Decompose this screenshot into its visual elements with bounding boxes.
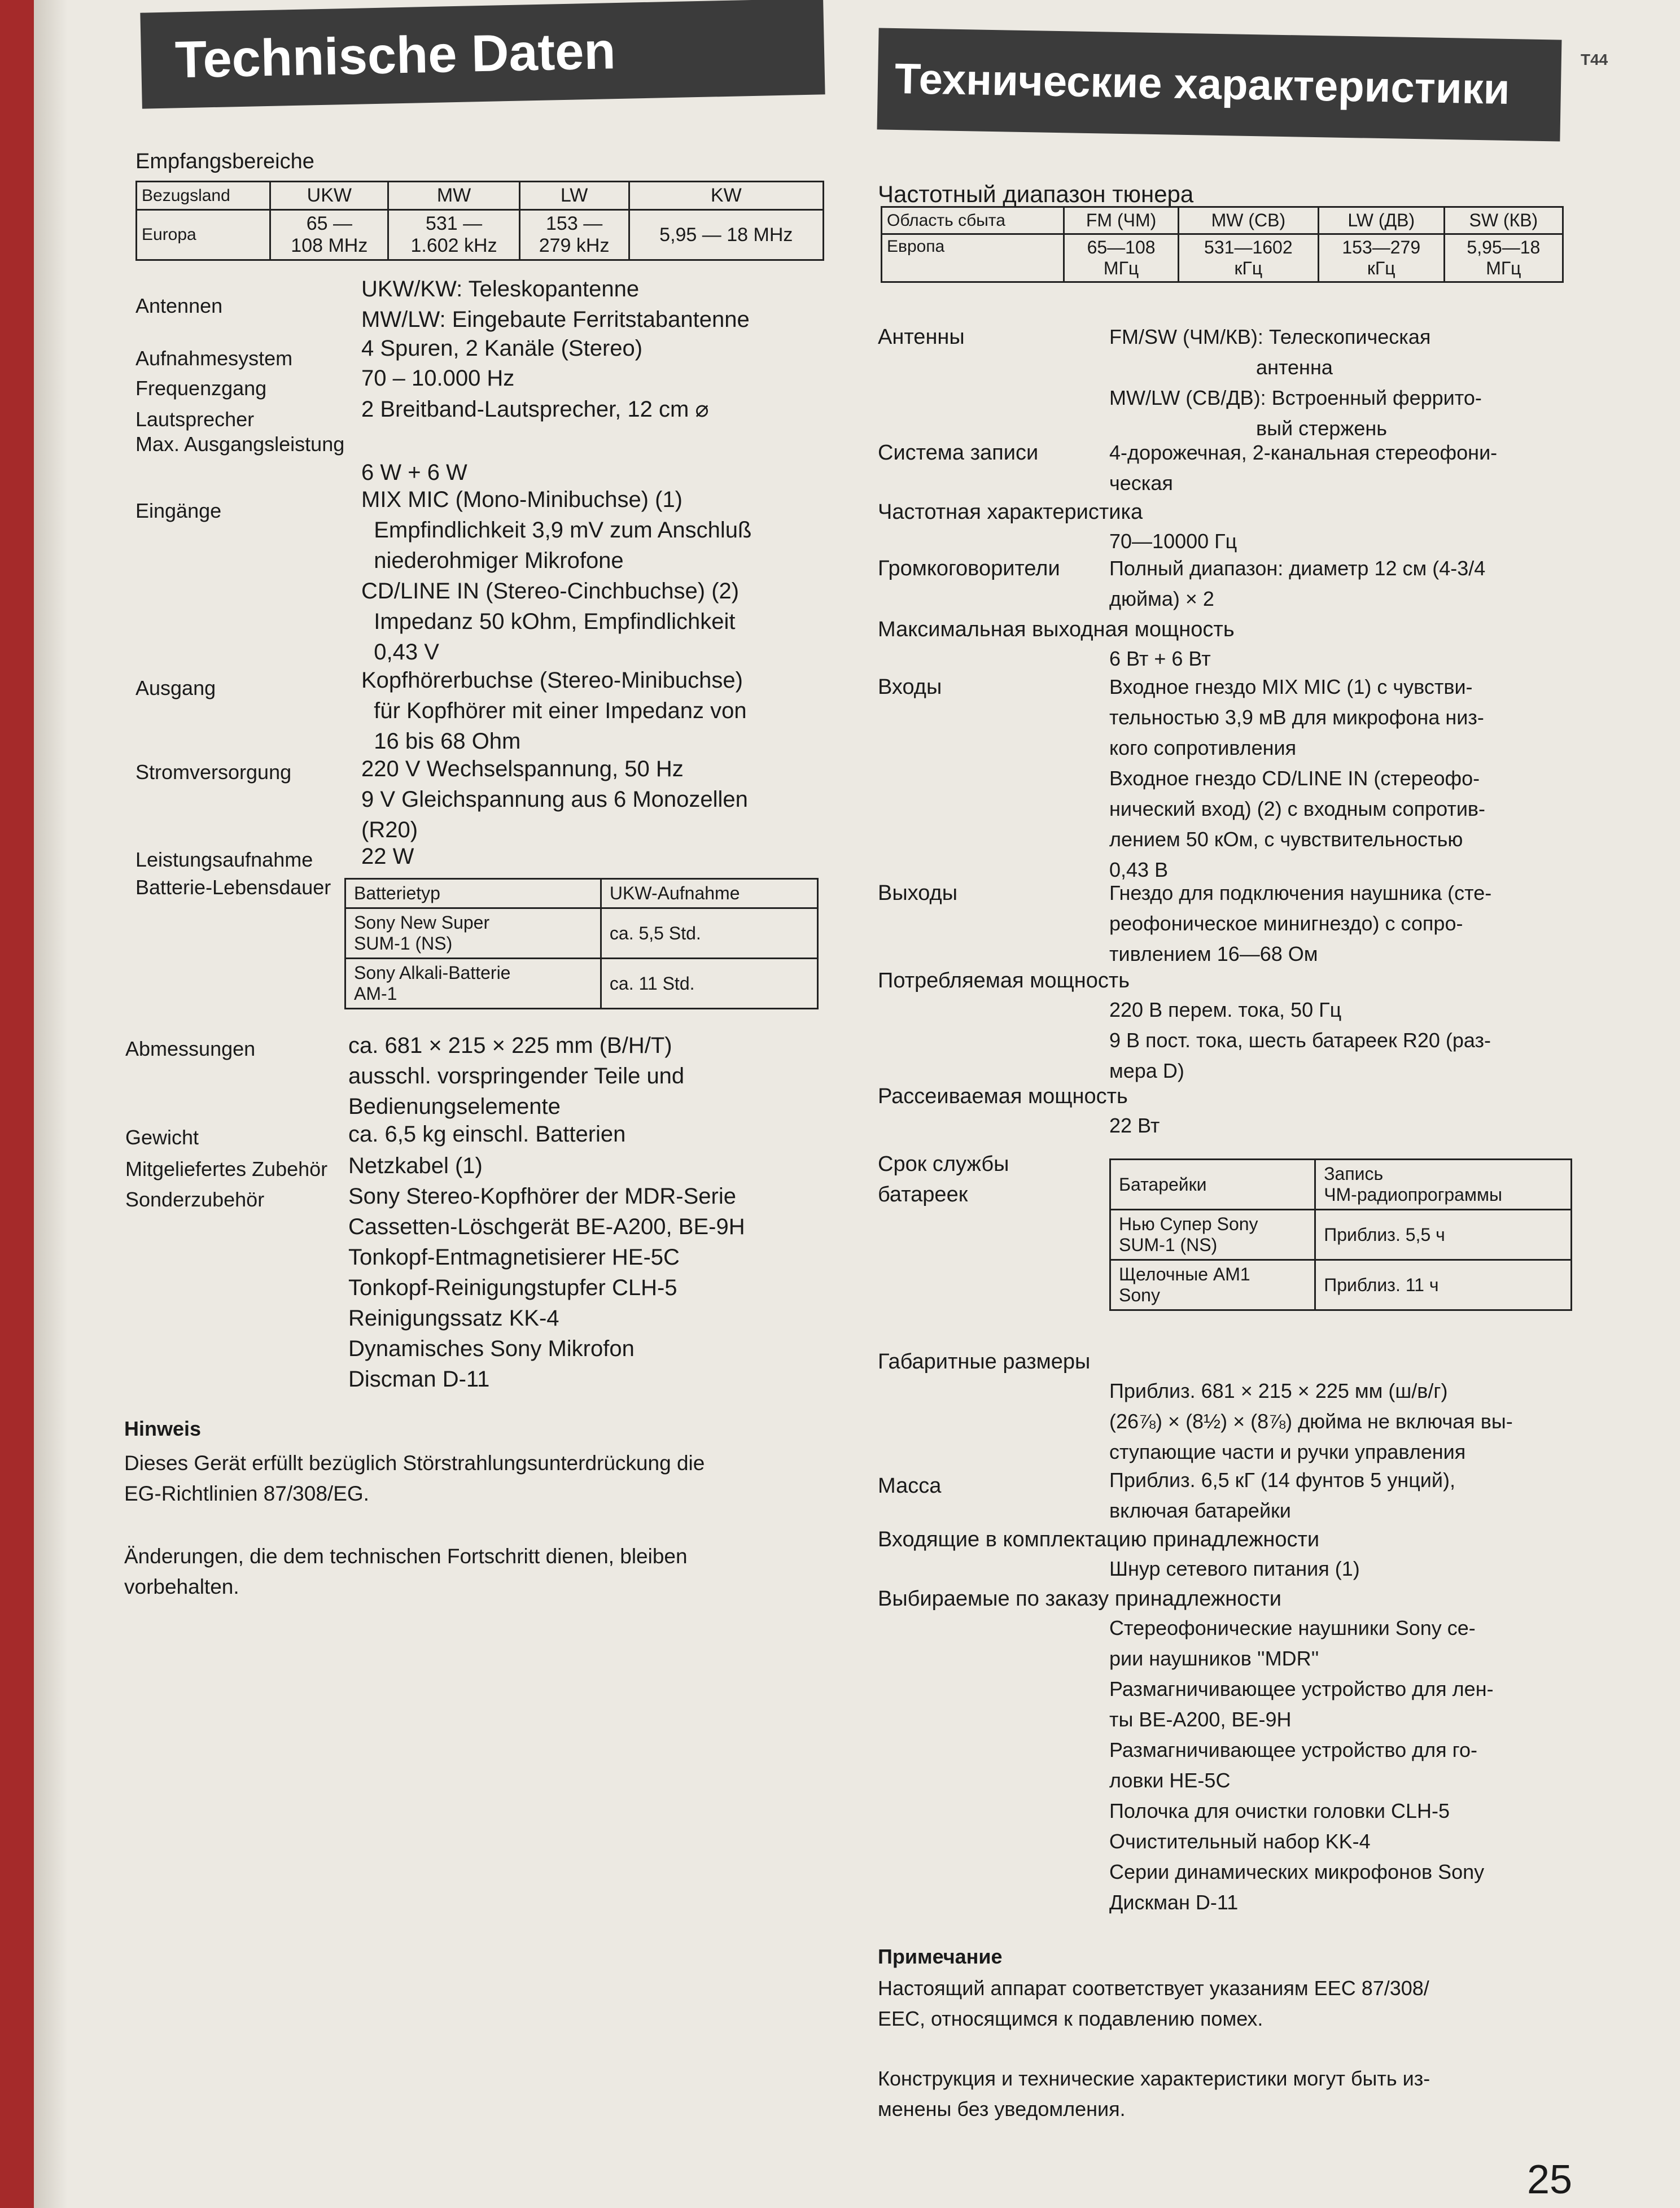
table-cell: 153 — 279 kHz bbox=[519, 210, 629, 260]
spec-value: 22 W bbox=[361, 844, 414, 869]
table-cell: KW bbox=[629, 182, 823, 210]
table-cell: LW (ДВ) bbox=[1318, 207, 1444, 234]
freq-table-row bbox=[882, 234, 1563, 282]
spec-label: Antennen bbox=[135, 294, 223, 317]
spec-label: Batterie-Lebensdauer bbox=[135, 876, 331, 899]
spec-label: Lautsprecher bbox=[135, 408, 255, 431]
spec-label: Частотная характеристика bbox=[878, 500, 1143, 524]
spec-label: Gewicht bbox=[125, 1126, 199, 1149]
table-cell: Sony Alkali-Batterie AM-1 bbox=[345, 959, 601, 1009]
spec-value: 6 Вт + 6 Вт bbox=[1109, 647, 1211, 670]
table-cell: FM (ЧМ) bbox=[1064, 207, 1179, 234]
table-cell: Sony New Super SUM-1 (NS) bbox=[345, 908, 601, 959]
spec-label: Mitgeliefertes Zubehör bbox=[125, 1157, 328, 1180]
spec-label: Выходы bbox=[878, 881, 958, 905]
table-cell: 153—279 кГц bbox=[1318, 234, 1444, 282]
spec-value: Kopfhörerbuchse (Stereo-Minibuchse) für Kopfhörer mit einer Impedanz von 16 bis 68 Ohm bbox=[361, 668, 747, 754]
table-cell: MW bbox=[388, 182, 519, 210]
table-cell: 5,95—18 МГц bbox=[1444, 234, 1563, 282]
battery-table-ru bbox=[1109, 1158, 1572, 1311]
spec-value: ca. 6,5 kg einschl. Batterien bbox=[348, 1122, 626, 1147]
spec-label: Входящие в комплектацию принадлежности bbox=[878, 1528, 1320, 1551]
table-cell: LW bbox=[519, 182, 629, 210]
freq-table-de bbox=[135, 181, 824, 261]
spec-label: Масса bbox=[878, 1474, 942, 1498]
note-text-ru: Настоящий аппарат соответствует указаниям EEC 87/308/ EEC, относящимся к подавлению помех. bbox=[878, 1977, 1429, 2030]
freq-table-header bbox=[137, 182, 824, 210]
spec-label: Aufnahmesystem bbox=[135, 347, 293, 370]
freq-caption-de: Empfangsbereiche bbox=[135, 150, 314, 173]
page-gutter bbox=[34, 0, 68, 2208]
table-cell: 531 — 1.602 kHz bbox=[388, 210, 519, 260]
spec-label: Срок службы батареек bbox=[878, 1152, 1009, 1206]
page-title-de: Technische Daten bbox=[140, 0, 825, 109]
table-cell: Щелочные AM1 Sony bbox=[1110, 1260, 1315, 1310]
spec-label: Выбираемые по заказу принадлежности bbox=[878, 1587, 1282, 1611]
page-code: T44 bbox=[1581, 51, 1608, 68]
table-cell: Запись ЧМ-радиопрограммы bbox=[1315, 1160, 1572, 1210]
spec-value: Приблиз. 6,5 кГ (14 фунтов 5 унций), включая батарейки bbox=[1109, 1468, 1456, 1522]
table-cell: SW (КВ) bbox=[1444, 207, 1563, 234]
spec-label: Leistungsaufnahme bbox=[135, 848, 313, 871]
spec-value: 2 Breitband-Lautsprecher, 12 cm ⌀ bbox=[361, 397, 709, 422]
book-binding-edge bbox=[0, 0, 34, 2208]
table-cell: 5,95 — 18 MHz bbox=[629, 210, 823, 260]
spec-value: Приблиз. 681 × 215 × 225 мм (ш/в/г) (26⅞) × (8½) × (8⅞) дюйма не включая вы- ступающие части и ручки управления bbox=[1109, 1379, 1513, 1463]
spec-label: Потребляемая мощность bbox=[878, 969, 1130, 992]
spec-label: Рассеиваемая мощность bbox=[878, 1085, 1128, 1108]
table-cell: Batterietyp bbox=[345, 879, 601, 908]
table-cell: Приблиз. 5,5 ч bbox=[1315, 1210, 1572, 1260]
table-cell: Европа bbox=[882, 234, 1064, 282]
spec-value: 220 V Wechselspannung, 50 Hz 9 V Gleichspannung aus 6 Monozellen (R20) bbox=[361, 757, 748, 842]
table-cell: UKW bbox=[270, 182, 388, 210]
spec-value: FM/SW (ЧМ/КВ): Телескопическая антенна MW/LW (СВ/ДВ): Встроенный феррито- вый стержень bbox=[1109, 325, 1482, 440]
spec-value: 22 Вт bbox=[1109, 1114, 1160, 1137]
spec-label: Максимальная выходная мощность bbox=[878, 618, 1235, 641]
spec-value: Стереофонические наушники Sony се- рии наушников ''MDR'' Размагничивающее устройство для лен- ты BE-A200, BE-9H Размагничивающее устройство для го- ловки HE-5C Полочка для очистки головки CLH-5 Очистительный набор KK-4 Серии динамических микрофонов Sony Дискман D-11 bbox=[1109, 1616, 1494, 1914]
spec-value: Полный диапазон: диаметр 12 см (4-3/4 дюйма) × 2 bbox=[1109, 557, 1486, 610]
spec-value: 70—10000 Гц bbox=[1109, 530, 1237, 553]
table-cell: 65 — 108 MHz bbox=[270, 210, 388, 260]
spec-value: 6 W + 6 W bbox=[361, 460, 467, 485]
spec-label: Антенны bbox=[878, 325, 965, 349]
spec-value: ca. 681 × 215 × 225 mm (B/H/T) ausschl. vorspringender Teile und Bedienungselemente bbox=[348, 1033, 685, 1119]
note-heading-ru: Примечание bbox=[878, 1945, 1003, 1968]
changes-text-de: Änderungen, die dem technischen Fortschritt dienen, bleiben vorbehalten. bbox=[124, 1545, 688, 1598]
spec-label: Система записи bbox=[878, 441, 1039, 465]
spec-label: Abmessungen bbox=[125, 1037, 256, 1060]
spec-value: 4-дорожечная, 2-канальная стереофони- ческая bbox=[1109, 441, 1498, 495]
spec-label: Габаритные размеры bbox=[878, 1350, 1091, 1374]
table-row bbox=[1110, 1260, 1572, 1310]
table-cell: Нью Супер Sony SUM-1 (NS) bbox=[1110, 1210, 1315, 1260]
table-cell: ca. 11 Std. bbox=[601, 959, 817, 1009]
page-number: 25 bbox=[1527, 2157, 1573, 2202]
spec-value: MIX MIC (Mono-Minibuchse) (1) Empfindlichkeit 3,9 mV zum Anschluß niederohmiger Mikrofone CD/LINE IN (Stereo-Cinchbuchse) (2) Impedanz 50 kOhm, Empfindlichkeit 0,43 V bbox=[361, 487, 752, 664]
changes-text-ru: Конструкция и технические характеристики могут быть из- менены без уведомления. bbox=[878, 2067, 1430, 2120]
spec-row bbox=[135, 274, 835, 336]
page-title-ru: Технические характеристики bbox=[877, 28, 1562, 141]
spec-label: Входы bbox=[878, 675, 942, 699]
spec-label: Sonderzubehör bbox=[125, 1188, 265, 1211]
spec-value: Sony Stereo-Kopfhörer der MDR-Serie Cassetten-Löschgerät BE-A200, BE-9H Tonkopf-Entmagnetisierer HE-5C Tonkopf-Reinigungstupfer CLH-5 Reinigungssatz KK-4 Dynamisches Sony Mikrofon Discman D-11 bbox=[348, 1184, 745, 1392]
spec-value: 70 – 10.000 Hz bbox=[361, 366, 515, 391]
table-row bbox=[1110, 1210, 1572, 1260]
spec-row bbox=[135, 429, 835, 486]
spec-label: Eingänge bbox=[135, 499, 222, 522]
spec-value: Шнур сетевого питания (1) bbox=[1109, 1557, 1360, 1580]
table-row bbox=[345, 879, 818, 908]
freq-table-row bbox=[137, 210, 824, 260]
spec-value: 4 Spuren, 2 Kanäle (Stereo) bbox=[361, 336, 643, 361]
table-cell: 65—108 МГц bbox=[1064, 234, 1179, 282]
spec-value: Netzkabel (1) bbox=[348, 1153, 483, 1178]
spec-value: Входное гнездо MIX MIC (1) с чувстви- тельностью 3,9 мВ для микрофона низ- кого сопротивления Входное гнездо CD/LINE IN (стереофо- нический вход) (2) с входным сопротив- лением 50 кОм, с чувствительностью 0,43 В bbox=[1109, 675, 1486, 881]
table-cell: Bezugsland bbox=[137, 182, 270, 210]
spec-value: Гнездо для подключения наушника (сте- реофоническое минигнездо) с сопро- тивлением 16—68 Ом bbox=[1109, 881, 1492, 965]
freq-table-header bbox=[882, 207, 1563, 234]
spec-label: Stromversorgung bbox=[135, 760, 292, 784]
table-cell: Europa bbox=[137, 210, 270, 260]
table-cell: 531—1602 кГц bbox=[1178, 234, 1318, 282]
table-cell: Область сбыта bbox=[882, 207, 1064, 234]
table-cell: Батарейки bbox=[1110, 1160, 1315, 1210]
table-cell: MW (СВ) bbox=[1178, 207, 1318, 234]
spec-label: Frequenzgang bbox=[135, 377, 267, 400]
spec-value: UKW/KW: Teleskopantenne MW/LW: Eingebaute Ferritstabantenne bbox=[361, 277, 750, 332]
freq-table-ru bbox=[881, 206, 1564, 283]
spec-label: Ausgang bbox=[135, 676, 216, 699]
note-heading-de: Hinweis bbox=[124, 1417, 202, 1440]
freq-caption-ru: Частотный диапазон тюнера bbox=[878, 181, 1194, 207]
table-cell: ca. 5,5 Std. bbox=[601, 908, 817, 959]
table-row bbox=[345, 959, 818, 1009]
note-text-de: Dieses Gerät erfüllt bezüglich Störstrahlungsunterdrückung die EG-Richtlinien 87/308/EG. bbox=[124, 1451, 705, 1505]
battery-table-de bbox=[344, 878, 819, 1009]
table-row bbox=[345, 908, 818, 959]
spec-value: 220 В перем. тока, 50 Гц 9 В пост. тока, шесть батареек R20 (раз- мера D) bbox=[1109, 998, 1491, 1082]
table-row bbox=[1110, 1160, 1572, 1210]
table-cell: UKW-Aufnahme bbox=[601, 879, 817, 908]
spec-label: Max. Ausgangsleistung bbox=[135, 432, 345, 456]
spec-label: Громкоговорители bbox=[878, 557, 1060, 580]
table-cell: Приблиз. 11 ч bbox=[1315, 1260, 1572, 1310]
